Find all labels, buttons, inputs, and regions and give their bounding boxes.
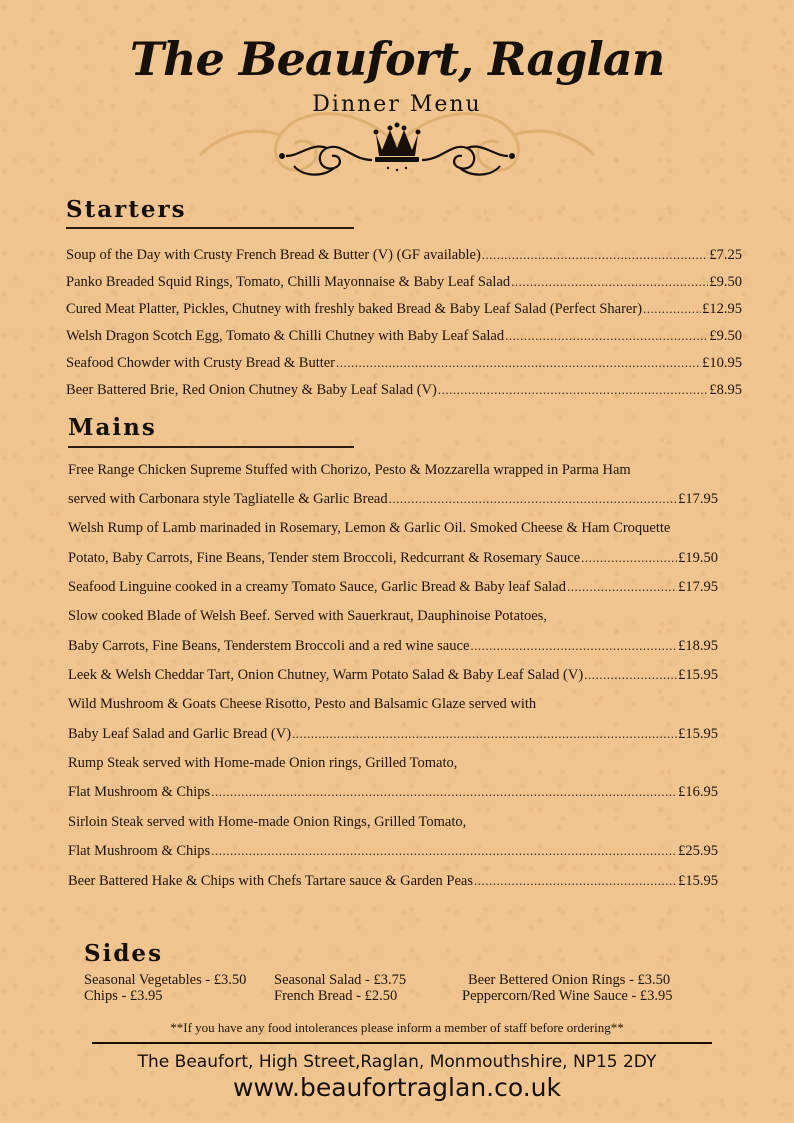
item-name: Soup of the Day with Crusty French Bread & Butter (V) (GF available) — [66, 247, 481, 263]
item-name: Beer Battered Hake & Chips with Chefs Tartare sauce & Garden Peas — [68, 873, 473, 889]
item-price: £17.95 — [678, 579, 718, 595]
main-item — [68, 637, 718, 655]
side-item: Peppercorn/Red Wine Sauce - £3.95 — [462, 988, 673, 1004]
side-item: Seasonal Vegetables - £3.50 — [84, 972, 247, 988]
dot-leader — [211, 783, 677, 801]
mains-divider — [68, 446, 354, 448]
dot-leader — [581, 549, 677, 567]
item-price: £18.95 — [678, 638, 718, 654]
main-item — [68, 578, 718, 596]
address: The Beaufort, High Street,Raglan, Monmouthshire, NP15 2DY — [137, 1052, 657, 1072]
main-description-line: Welsh Rump of Lamb marinaded in Rosemary, Lemon & Garlic Oil. Smoked Cheese & Ham Croquette — [68, 520, 671, 536]
sides-heading: Sides — [84, 940, 164, 967]
main-item — [68, 666, 718, 684]
item-price: £12.95 — [702, 301, 742, 317]
dot-leader — [474, 872, 677, 890]
item-price: £17.95 — [678, 491, 718, 507]
main-item — [68, 783, 718, 801]
item-name: Flat Mushroom & Chips — [68, 843, 211, 859]
item-name: Baby Leaf Salad and Garlic Bread (V) — [68, 726, 292, 742]
allergy-note: **If you have any food intolerances please inform a member of staff before ordering** — [170, 1020, 624, 1035]
dot-leader — [470, 637, 677, 655]
dot-leader — [336, 354, 701, 372]
starter-item — [66, 300, 742, 318]
item-name: Seafood Linguine cooked in a creamy Tomato Sauce, Garlic Bread & Baby leaf Salad — [68, 579, 566, 595]
main-item — [68, 842, 718, 860]
side-item: Chips - £3.95 — [84, 988, 163, 1004]
item-price: £15.95 — [678, 726, 718, 742]
item-price: £15.95 — [678, 667, 718, 683]
dot-leader — [292, 725, 677, 743]
starter-item — [66, 327, 742, 345]
starter-item — [66, 246, 742, 264]
dot-leader — [389, 490, 678, 508]
starters-divider — [66, 227, 354, 229]
dot-leader — [584, 666, 677, 684]
item-name: Cured Meat Platter, Pickles, Chutney with freshly baked Bread & Baby Leaf Salad (Perfect Sharer) — [66, 301, 643, 317]
starter-item — [66, 273, 742, 291]
main-description-line: Free Range Chicken Supreme Stuffed with Chorizo, Pesto & Mozzarella wrapped in Parma Ham — [68, 462, 631, 478]
dot-leader — [211, 842, 677, 860]
item-price: £9.50 — [709, 328, 742, 344]
main-description-line: Slow cooked Blade of Welsh Beef. Served with Sauerkraut, Dauphinoise Potatoes, — [68, 608, 547, 624]
main-description-line: Rump Steak served with Home-made Onion rings, Grilled Tomato, — [68, 755, 458, 771]
starter-item — [66, 381, 742, 399]
item-name: Flat Mushroom & Chips — [68, 784, 211, 800]
item-name: Baby Carrots, Fine Beans, Tenderstem Broccoli and a red wine sauce — [68, 638, 470, 654]
dot-leader — [511, 273, 708, 291]
restaurant-title: The Beaufort, Raglan — [129, 32, 665, 86]
dot-leader — [482, 246, 709, 264]
menu-subtitle: Dinner Menu — [312, 92, 482, 117]
main-item — [68, 549, 718, 567]
item-name: Panko Breaded Squid Rings, Tomato, Chilli Mayonnaise & Baby Leaf Salad — [66, 274, 511, 290]
main-item — [68, 872, 718, 890]
main-item — [68, 490, 718, 508]
website-link[interactable]: www.beaufortraglan.co.uk — [233, 1073, 561, 1102]
item-name: Beer Battered Brie, Red Onion Chutney & Baby Leaf Salad (V) — [66, 382, 437, 398]
starter-item — [66, 354, 742, 372]
item-price: £16.95 — [678, 784, 718, 800]
item-price: £15.95 — [678, 873, 718, 889]
starters-heading: Starters — [66, 196, 187, 223]
item-price: £8.95 — [709, 382, 742, 398]
item-name: Welsh Dragon Scotch Egg, Tomato & Chilli Chutney with Baby Leaf Salad — [66, 328, 505, 344]
item-name: served with Carbonara style Tagliatelle & Garlic Bread — [68, 491, 388, 507]
item-name: Potato, Baby Carrots, Fine Beans, Tender stem Broccoli, Redcurrant & Rosemary Sauce — [68, 550, 581, 566]
dot-leader — [643, 300, 701, 318]
mains-heading: Mains — [68, 414, 157, 441]
main-description-line: Sirloin Steak served with Home-made Onion Rings, Grilled Tomato, — [68, 814, 467, 830]
side-item: French Bread - £2.50 — [274, 988, 398, 1004]
footer-divider — [92, 1042, 712, 1044]
item-price: £19.50 — [678, 550, 718, 566]
item-price: £25.95 — [678, 843, 718, 859]
item-name: Leek & Welsh Cheddar Tart, Onion Chutney, Warm Potato Salad & Baby Leaf Salad (V) — [68, 667, 584, 683]
dot-leader — [567, 578, 677, 596]
side-item: Beer Bettered Onion Rings - £3.50 — [468, 972, 671, 988]
item-price: £7.25 — [709, 247, 742, 263]
crown-flourish-icon — [272, 120, 522, 188]
side-item: Seasonal Salad - £3.75 — [274, 972, 407, 988]
dot-leader — [505, 327, 708, 345]
item-name: Seafood Chowder with Crusty Bread & Butter — [66, 355, 336, 371]
main-item — [68, 725, 718, 743]
dot-leader — [438, 381, 709, 399]
main-description-line: Wild Mushroom & Goats Cheese Risotto, Pesto and Balsamic Glaze served with — [68, 696, 537, 712]
item-price: £9.50 — [709, 274, 742, 290]
item-price: £10.95 — [702, 355, 742, 371]
